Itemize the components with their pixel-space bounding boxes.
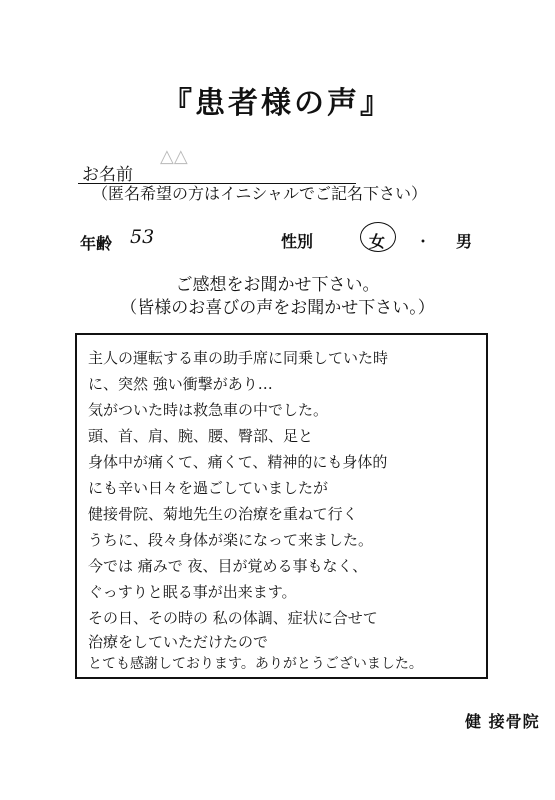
sex-option-female: 女: [369, 232, 386, 251]
comment-line: とても感謝しております。ありがとうございました。: [88, 656, 423, 672]
comment-line: 治療をしていただけたので: [88, 633, 269, 651]
sex-label: 性別: [281, 232, 314, 251]
name-label: お名前: [82, 165, 133, 185]
comment-line: 身体中が痛くて、痛くて、精神的にも身体的: [88, 453, 388, 471]
comment-line: ぐっすりと眠る事が出来ます。: [88, 583, 297, 601]
comment-line: に、突然 強い衝撃があり…: [88, 375, 273, 393]
page-title: 『患者様の声』: [162, 86, 393, 121]
age-handwritten: 53: [130, 226, 155, 248]
comment-line: にも辛い日々を過ごしていましたが: [88, 479, 329, 497]
comment-line: 主人の運転する車の助手席に同乗していた時: [88, 349, 389, 367]
comment-line: 気がついた時は救急車の中でした。: [88, 401, 329, 419]
comment-line: うちに、段々身体が楽になって来ました。: [88, 531, 374, 549]
request-line-2: （皆様のお喜びの声をお聞かせ下さい。）: [120, 298, 435, 318]
comment-line: 健接骨院、菊地先生の治療を重ねて行く: [88, 505, 358, 523]
comment-line: 今では 痛みで 夜、目が覚める事もなく、: [88, 557, 368, 575]
clinic-name: 健 接骨院: [465, 712, 540, 731]
sex-option-male: 男: [456, 232, 473, 251]
initials-note: （匿名希望の方はイニシャルでご記名下さい）: [92, 184, 428, 203]
comment-line: 頭、首、肩、腕、腰、臀部、足と: [88, 427, 314, 445]
request-line-1: ご感想をお聞かせ下さい。: [175, 275, 380, 295]
comment-line: その日、その時の 私の体調、症状に合せて: [88, 609, 378, 627]
sex-separator: ・: [415, 232, 432, 251]
age-label: 年齢: [80, 234, 113, 253]
name-handwritten: △△: [160, 146, 188, 167]
